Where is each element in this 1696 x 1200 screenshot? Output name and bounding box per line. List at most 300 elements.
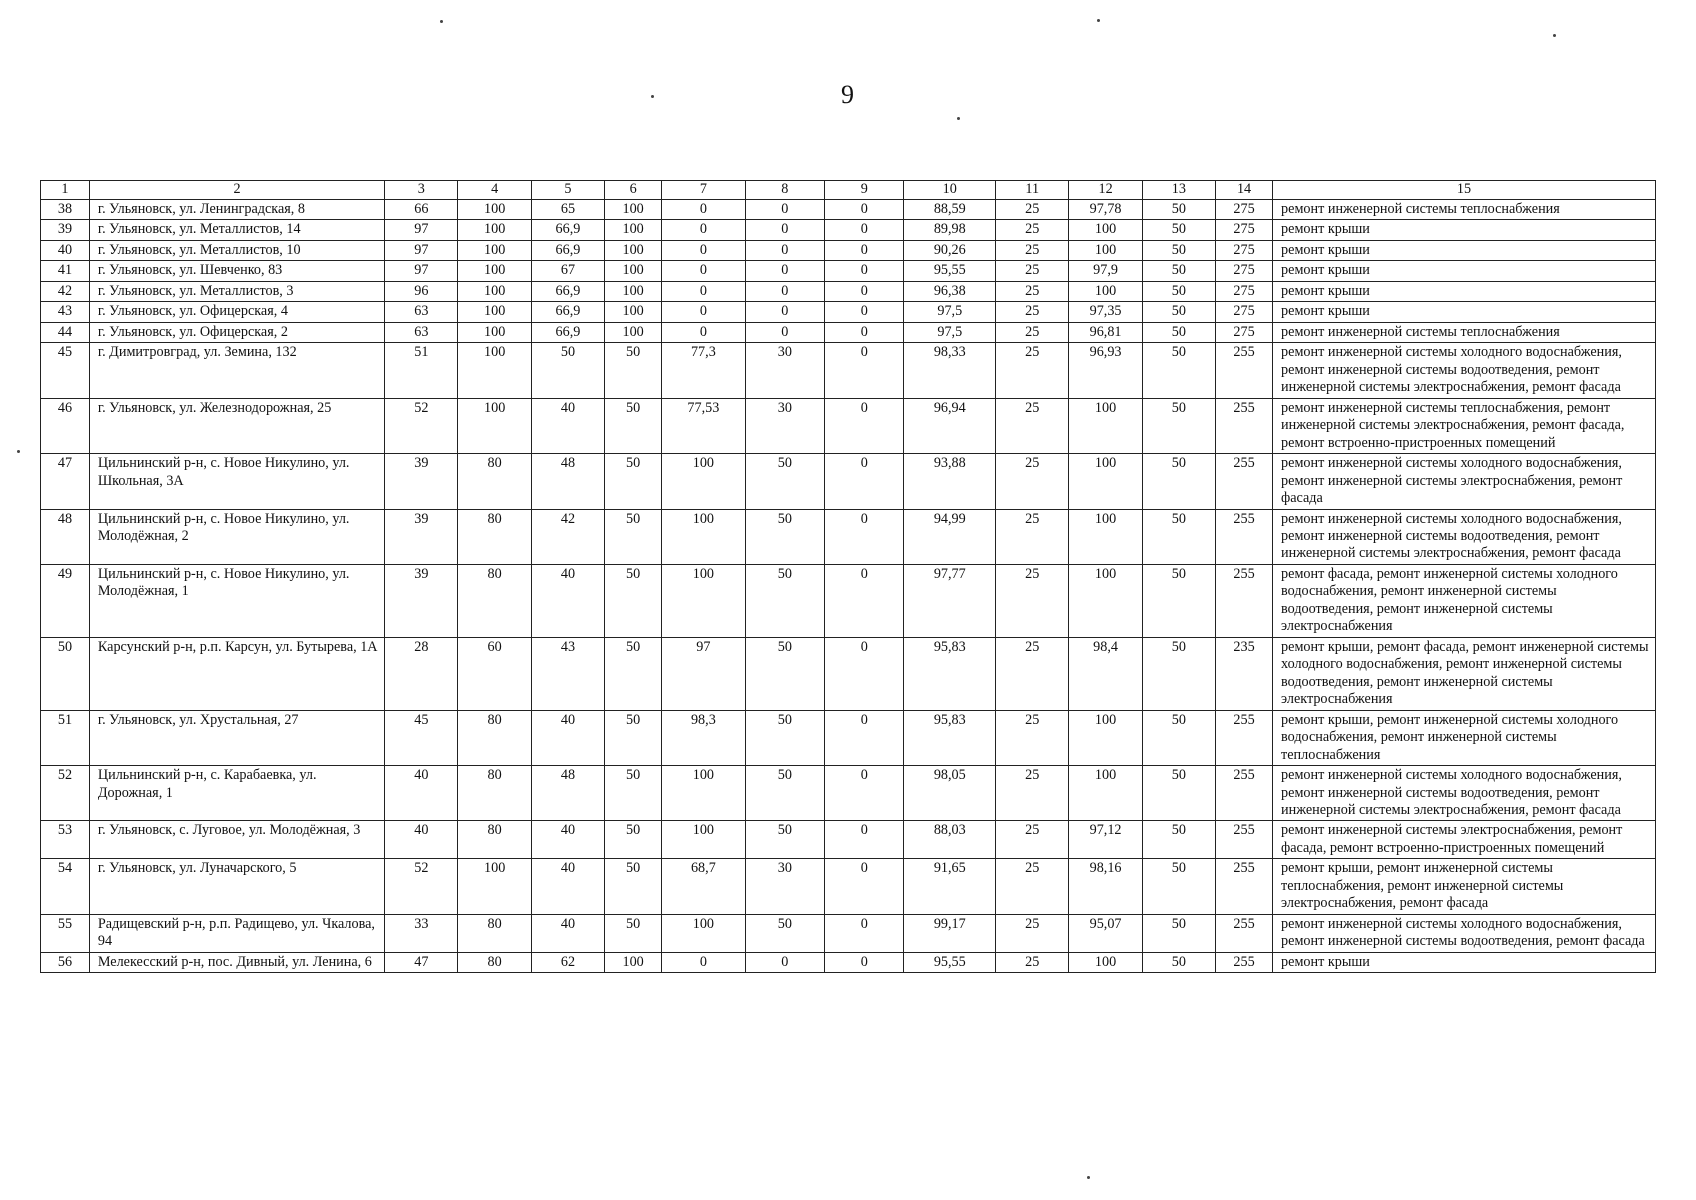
col-7-value: 0 [662, 220, 745, 240]
col-14-value: 255 [1216, 766, 1273, 821]
col-4-value: 100 [458, 200, 531, 220]
column-header: 6 [605, 181, 662, 200]
col-7-value: 0 [662, 281, 745, 301]
col-12-value: 100 [1069, 766, 1142, 821]
table-row [41, 454, 1656, 509]
col-13-value: 50 [1142, 454, 1215, 509]
col-11-value: 25 [996, 637, 1069, 710]
col-9-value: 0 [825, 564, 904, 637]
col-13-value: 50 [1142, 564, 1215, 637]
row-number: 53 [41, 821, 90, 859]
col-11-value: 25 [996, 821, 1069, 859]
col-7-value: 100 [662, 914, 745, 952]
column-header: 8 [745, 181, 824, 200]
col-14-value: 235 [1216, 637, 1273, 710]
work-description: ремонт инженерной системы холодного водоснабжения, ремонт инженерной системы водоотведения, ремонт инженерной системы электроснабжения, ремонт фасада [1273, 766, 1656, 821]
col-10-value: 88,59 [904, 200, 996, 220]
row-number: 43 [41, 302, 90, 322]
col-5-value: 66,9 [531, 240, 604, 260]
address: Цильнинский р-н, с. Новое Никулино, ул. Молодёжная, 2 [89, 509, 384, 564]
work-description: ремонт крыши, ремонт инженерной системы теплоснабжения, ремонт инженерной системы электроснабжения, ремонт фасада [1273, 859, 1656, 914]
col-12-value: 100 [1069, 952, 1142, 972]
col-4-value: 80 [458, 454, 531, 509]
col-3-value: 63 [385, 322, 458, 342]
col-4-value: 100 [458, 261, 531, 281]
column-header: 12 [1069, 181, 1142, 200]
column-header: 1 [41, 181, 90, 200]
col-3-value: 40 [385, 766, 458, 821]
col-12-value: 95,07 [1069, 914, 1142, 952]
col-9-value: 0 [825, 637, 904, 710]
col-6-value: 50 [605, 766, 662, 821]
header-row [41, 181, 1656, 200]
col-8-value: 50 [745, 564, 824, 637]
col-6-value: 100 [605, 220, 662, 240]
table-row [41, 509, 1656, 564]
table-row [41, 322, 1656, 342]
work-description: ремонт инженерной системы теплоснабжения [1273, 322, 1656, 342]
col-8-value: 50 [745, 509, 824, 564]
col-6-value: 100 [605, 952, 662, 972]
col-13-value: 50 [1142, 240, 1215, 260]
column-header: 9 [825, 181, 904, 200]
work-description: ремонт инженерной системы электроснабжения, ремонт фасада, ремонт встроенно-пристроенных помещений [1273, 821, 1656, 859]
col-6-value: 50 [605, 710, 662, 765]
col-11-value: 25 [996, 281, 1069, 301]
work-description: ремонт инженерной системы холодного водоснабжения, ремонт инженерной системы электроснабжения, ремонт фасада [1273, 454, 1656, 509]
col-8-value: 0 [745, 322, 824, 342]
work-description: ремонт крыши [1273, 952, 1656, 972]
col-13-value: 50 [1142, 322, 1215, 342]
col-11-value: 25 [996, 710, 1069, 765]
col-5-value: 48 [531, 766, 604, 821]
col-12-value: 100 [1069, 564, 1142, 637]
col-4-value: 100 [458, 220, 531, 240]
column-header: 5 [531, 181, 604, 200]
col-14-value: 255 [1216, 710, 1273, 765]
col-10-value: 97,5 [904, 302, 996, 322]
col-3-value: 51 [385, 343, 458, 398]
col-7-value: 100 [662, 454, 745, 509]
col-4-value: 80 [458, 509, 531, 564]
address: г. Ульяновск, ул. Офицерская, 2 [89, 322, 384, 342]
address: Цильнинский р-н, с. Новое Никулино, ул. Школьная, 3А [89, 454, 384, 509]
column-header: 3 [385, 181, 458, 200]
col-14-value: 255 [1216, 564, 1273, 637]
col-9-value: 0 [825, 240, 904, 260]
col-13-value: 50 [1142, 637, 1215, 710]
col-8-value: 50 [745, 454, 824, 509]
col-8-value: 30 [745, 343, 824, 398]
row-number: 55 [41, 914, 90, 952]
col-3-value: 66 [385, 200, 458, 220]
col-3-value: 39 [385, 564, 458, 637]
col-10-value: 98,05 [904, 766, 996, 821]
address: г. Ульяновск, ул. Хрустальная, 27 [89, 710, 384, 765]
col-9-value: 0 [825, 302, 904, 322]
table-row [41, 637, 1656, 710]
col-12-value: 100 [1069, 454, 1142, 509]
col-11-value: 25 [996, 200, 1069, 220]
col-5-value: 66,9 [531, 302, 604, 322]
col-10-value: 97,77 [904, 564, 996, 637]
column-header: 2 [89, 181, 384, 200]
scan-speck [17, 450, 20, 453]
col-9-value: 0 [825, 952, 904, 972]
col-3-value: 97 [385, 261, 458, 281]
col-11-value: 25 [996, 454, 1069, 509]
row-number: 48 [41, 509, 90, 564]
address: г. Ульяновск, ул. Луначарского, 5 [89, 859, 384, 914]
table-row [41, 859, 1656, 914]
address: г. Ульяновск, с. Луговое, ул. Молодёжная, 3 [89, 821, 384, 859]
col-9-value: 0 [825, 914, 904, 952]
col-8-value: 50 [745, 914, 824, 952]
col-8-value: 0 [745, 200, 824, 220]
col-9-value: 0 [825, 220, 904, 240]
col-4-value: 100 [458, 240, 531, 260]
col-10-value: 88,03 [904, 821, 996, 859]
col-10-value: 99,17 [904, 914, 996, 952]
col-12-value: 97,9 [1069, 261, 1142, 281]
col-12-value: 100 [1069, 220, 1142, 240]
col-5-value: 43 [531, 637, 604, 710]
address: г. Ульяновск, ул. Металлистов, 14 [89, 220, 384, 240]
col-8-value: 0 [745, 220, 824, 240]
col-10-value: 90,26 [904, 240, 996, 260]
row-number: 38 [41, 200, 90, 220]
col-6-value: 50 [605, 343, 662, 398]
col-11-value: 25 [996, 220, 1069, 240]
col-11-value: 25 [996, 398, 1069, 453]
col-10-value: 94,99 [904, 509, 996, 564]
col-7-value: 0 [662, 261, 745, 281]
col-10-value: 96,94 [904, 398, 996, 453]
col-4-value: 80 [458, 914, 531, 952]
work-description: ремонт инженерной системы теплоснабжения [1273, 200, 1656, 220]
col-7-value: 100 [662, 509, 745, 564]
work-description: ремонт инженерной системы теплоснабжения, ремонт инженерной системы электроснабжения, ремонт фасада, ремонт встроенно-пристроенных помещений [1273, 398, 1656, 453]
table-row [41, 914, 1656, 952]
row-number: 39 [41, 220, 90, 240]
col-14-value: 255 [1216, 859, 1273, 914]
col-12-value: 100 [1069, 509, 1142, 564]
scan-speck [651, 95, 654, 98]
data-table [40, 180, 1656, 973]
col-5-value: 67 [531, 261, 604, 281]
table-row [41, 220, 1656, 240]
col-6-value: 50 [605, 637, 662, 710]
table-row [41, 564, 1656, 637]
col-7-value: 68,7 [662, 859, 745, 914]
col-4-value: 100 [458, 343, 531, 398]
col-5-value: 40 [531, 564, 604, 637]
row-number: 51 [41, 710, 90, 765]
col-6-value: 100 [605, 281, 662, 301]
col-12-value: 96,93 [1069, 343, 1142, 398]
row-number: 56 [41, 952, 90, 972]
scan-speck [1087, 1176, 1090, 1179]
col-4-value: 100 [458, 859, 531, 914]
col-14-value: 255 [1216, 343, 1273, 398]
work-description: ремонт крыши, ремонт фасада, ремонт инженерной системы холодного водоснабжения, ремонт инженерной системы водоотведения, ремонт инженерной системы электроснабжения [1273, 637, 1656, 710]
col-14-value: 275 [1216, 240, 1273, 260]
col-11-value: 25 [996, 322, 1069, 342]
row-number: 50 [41, 637, 90, 710]
col-7-value: 100 [662, 821, 745, 859]
col-5-value: 48 [531, 454, 604, 509]
col-10-value: 98,33 [904, 343, 996, 398]
col-10-value: 97,5 [904, 322, 996, 342]
col-7-value: 97 [662, 637, 745, 710]
table-row [41, 710, 1656, 765]
col-13-value: 50 [1142, 281, 1215, 301]
col-14-value: 275 [1216, 302, 1273, 322]
col-6-value: 100 [605, 200, 662, 220]
col-7-value: 0 [662, 952, 745, 972]
column-header: 13 [1142, 181, 1215, 200]
col-11-value: 25 [996, 343, 1069, 398]
col-13-value: 50 [1142, 302, 1215, 322]
col-4-value: 80 [458, 766, 531, 821]
col-5-value: 66,9 [531, 281, 604, 301]
col-8-value: 50 [745, 821, 824, 859]
col-10-value: 96,38 [904, 281, 996, 301]
work-description: ремонт инженерной системы холодного водоснабжения, ремонт инженерной системы водоотведения, ремонт инженерной системы электроснабжения, ремонт фасада [1273, 509, 1656, 564]
col-9-value: 0 [825, 200, 904, 220]
col-7-value: 98,3 [662, 710, 745, 765]
col-11-value: 25 [996, 952, 1069, 972]
col-12-value: 100 [1069, 240, 1142, 260]
work-description: ремонт крыши [1273, 281, 1656, 301]
col-3-value: 28 [385, 637, 458, 710]
col-3-value: 96 [385, 281, 458, 301]
row-number: 47 [41, 454, 90, 509]
table-row [41, 200, 1656, 220]
col-10-value: 95,83 [904, 710, 996, 765]
column-header: 10 [904, 181, 996, 200]
scan-speck [440, 20, 443, 23]
col-5-value: 42 [531, 509, 604, 564]
column-header: 14 [1216, 181, 1273, 200]
col-12-value: 100 [1069, 281, 1142, 301]
table-row [41, 240, 1656, 260]
col-8-value: 30 [745, 859, 824, 914]
address: г. Ульяновск, ул. Металлистов, 10 [89, 240, 384, 260]
col-5-value: 62 [531, 952, 604, 972]
col-7-value: 77,3 [662, 343, 745, 398]
table-row [41, 281, 1656, 301]
address: г. Димитровград, ул. Земина, 132 [89, 343, 384, 398]
col-4-value: 100 [458, 322, 531, 342]
col-7-value: 0 [662, 240, 745, 260]
col-9-value: 0 [825, 821, 904, 859]
col-10-value: 89,98 [904, 220, 996, 240]
column-header: 15 [1273, 181, 1656, 200]
work-description: ремонт крыши [1273, 261, 1656, 281]
table-row [41, 821, 1656, 859]
row-number: 41 [41, 261, 90, 281]
col-3-value: 52 [385, 859, 458, 914]
col-7-value: 100 [662, 766, 745, 821]
col-9-value: 0 [825, 859, 904, 914]
col-6-value: 100 [605, 322, 662, 342]
address: г. Ульяновск, ул. Металлистов, 3 [89, 281, 384, 301]
col-3-value: 97 [385, 220, 458, 240]
col-4-value: 80 [458, 952, 531, 972]
col-5-value: 66,9 [531, 322, 604, 342]
row-number: 42 [41, 281, 90, 301]
col-12-value: 98,16 [1069, 859, 1142, 914]
col-9-value: 0 [825, 281, 904, 301]
col-5-value: 66,9 [531, 220, 604, 240]
row-number: 44 [41, 322, 90, 342]
col-6-value: 50 [605, 454, 662, 509]
col-8-value: 0 [745, 261, 824, 281]
col-5-value: 40 [531, 914, 604, 952]
col-4-value: 100 [458, 302, 531, 322]
col-5-value: 40 [531, 710, 604, 765]
address: Радищевский р-н, р.п. Радищево, ул. Чкалова, 94 [89, 914, 384, 952]
col-13-value: 50 [1142, 261, 1215, 281]
col-5-value: 65 [531, 200, 604, 220]
col-13-value: 50 [1142, 821, 1215, 859]
col-7-value: 100 [662, 564, 745, 637]
address: г. Ульяновск, ул. Шевченко, 83 [89, 261, 384, 281]
col-7-value: 0 [662, 302, 745, 322]
col-3-value: 45 [385, 710, 458, 765]
page-number: 9 [841, 80, 855, 109]
col-10-value: 91,65 [904, 859, 996, 914]
row-number: 52 [41, 766, 90, 821]
col-5-value: 40 [531, 398, 604, 453]
col-4-value: 60 [458, 637, 531, 710]
col-12-value: 96,81 [1069, 322, 1142, 342]
col-11-value: 25 [996, 859, 1069, 914]
row-number: 45 [41, 343, 90, 398]
col-4-value: 80 [458, 821, 531, 859]
col-10-value: 95,55 [904, 952, 996, 972]
row-number: 54 [41, 859, 90, 914]
column-header: 11 [996, 181, 1069, 200]
address: Цильнинский р-н, с. Новое Никулино, ул. Молодёжная, 1 [89, 564, 384, 637]
scan-speck [1553, 34, 1556, 37]
col-7-value: 0 [662, 322, 745, 342]
col-14-value: 275 [1216, 281, 1273, 301]
col-11-value: 25 [996, 261, 1069, 281]
col-8-value: 0 [745, 281, 824, 301]
col-12-value: 97,78 [1069, 200, 1142, 220]
col-13-value: 50 [1142, 220, 1215, 240]
col-6-value: 100 [605, 302, 662, 322]
address: Карсунский р-н, р.п. Карсун, ул. Бутырева, 1А [89, 637, 384, 710]
col-12-value: 100 [1069, 398, 1142, 453]
col-13-value: 50 [1142, 914, 1215, 952]
col-12-value: 97,35 [1069, 302, 1142, 322]
col-4-value: 80 [458, 564, 531, 637]
col-13-value: 50 [1142, 398, 1215, 453]
col-14-value: 255 [1216, 454, 1273, 509]
col-8-value: 50 [745, 637, 824, 710]
col-11-value: 25 [996, 302, 1069, 322]
col-8-value: 0 [745, 952, 824, 972]
col-13-value: 50 [1142, 509, 1215, 564]
col-8-value: 50 [745, 710, 824, 765]
table-row [41, 398, 1656, 453]
address: Цильнинский р-н, с. Карабаевка, ул. Дорожная, 1 [89, 766, 384, 821]
col-9-value: 0 [825, 509, 904, 564]
work-description: ремонт крыши [1273, 220, 1656, 240]
col-5-value: 40 [531, 821, 604, 859]
col-5-value: 40 [531, 859, 604, 914]
col-6-value: 50 [605, 859, 662, 914]
col-14-value: 275 [1216, 200, 1273, 220]
col-14-value: 255 [1216, 914, 1273, 952]
col-9-value: 0 [825, 398, 904, 453]
col-9-value: 0 [825, 710, 904, 765]
table-row [41, 261, 1656, 281]
col-4-value: 80 [458, 710, 531, 765]
col-6-value: 50 [605, 509, 662, 564]
col-7-value: 0 [662, 200, 745, 220]
col-10-value: 93,88 [904, 454, 996, 509]
row-number: 49 [41, 564, 90, 637]
col-3-value: 63 [385, 302, 458, 322]
work-description: ремонт фасада, ремонт инженерной системы холодного водоснабжения, ремонт инженерной системы водоотведения, ремонт инженерной системы электроснабжения [1273, 564, 1656, 637]
col-11-value: 25 [996, 564, 1069, 637]
col-13-value: 50 [1142, 343, 1215, 398]
address: Мелекесский р-н, пос. Дивный, ул. Ленина, 6 [89, 952, 384, 972]
table-row [41, 343, 1656, 398]
col-12-value: 97,12 [1069, 821, 1142, 859]
col-8-value: 50 [745, 766, 824, 821]
col-11-value: 25 [996, 766, 1069, 821]
col-10-value: 95,83 [904, 637, 996, 710]
column-header: 7 [662, 181, 745, 200]
col-14-value: 255 [1216, 821, 1273, 859]
col-4-value: 100 [458, 398, 531, 453]
address: г. Ульяновск, ул. Железнодорожная, 25 [89, 398, 384, 453]
column-header: 4 [458, 181, 531, 200]
col-13-value: 50 [1142, 766, 1215, 821]
col-6-value: 50 [605, 914, 662, 952]
col-3-value: 40 [385, 821, 458, 859]
col-3-value: 39 [385, 454, 458, 509]
col-4-value: 100 [458, 281, 531, 301]
col-13-value: 50 [1142, 200, 1215, 220]
scan-speck [1097, 19, 1100, 22]
col-14-value: 255 [1216, 952, 1273, 972]
col-5-value: 50 [531, 343, 604, 398]
col-8-value: 30 [745, 398, 824, 453]
scan-speck [957, 117, 960, 120]
address: г. Ульяновск, ул. Офицерская, 4 [89, 302, 384, 322]
col-14-value: 275 [1216, 220, 1273, 240]
col-10-value: 95,55 [904, 261, 996, 281]
col-13-value: 50 [1142, 952, 1215, 972]
col-13-value: 50 [1142, 710, 1215, 765]
col-11-value: 25 [996, 914, 1069, 952]
col-11-value: 25 [996, 509, 1069, 564]
work-description: ремонт инженерной системы холодного водоснабжения, ремонт инженерной системы водоотведения, ремонт инженерной системы электроснабжения, ремонт фасада [1273, 343, 1656, 398]
work-description: ремонт крыши, ремонт инженерной системы холодного водоснабжения, ремонт инженерной системы теплоснабжения [1273, 710, 1656, 765]
col-12-value: 98,4 [1069, 637, 1142, 710]
work-description: ремонт крыши [1273, 240, 1656, 260]
col-3-value: 39 [385, 509, 458, 564]
col-3-value: 97 [385, 240, 458, 260]
col-9-value: 0 [825, 343, 904, 398]
col-14-value: 255 [1216, 398, 1273, 453]
